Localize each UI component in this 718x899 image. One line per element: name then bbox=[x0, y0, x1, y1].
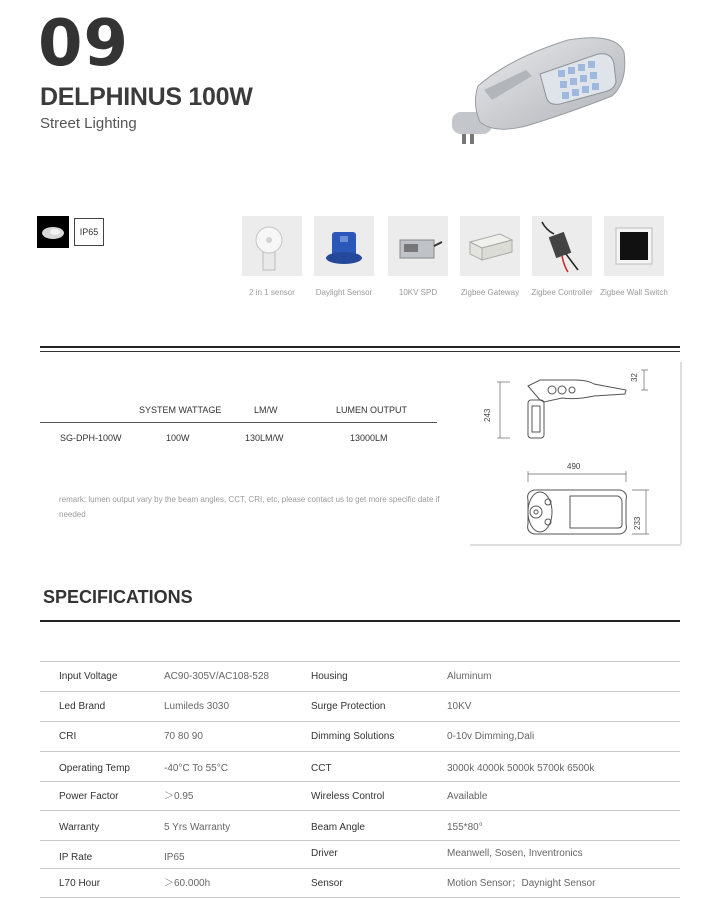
spec-value: 10KV bbox=[447, 701, 472, 712]
column-header: LM/W bbox=[254, 405, 278, 415]
dimension-length: 490 bbox=[567, 462, 581, 471]
spec-label: Beam Angle bbox=[311, 822, 365, 833]
spec-value: 0-10v Dimming,Dali bbox=[447, 731, 535, 742]
accessory-label: Zigbee Controller bbox=[531, 288, 593, 297]
accessory-label: 2 in 1 sensor bbox=[249, 288, 295, 297]
accessory-label: Zigbee Wall Switch bbox=[600, 288, 668, 297]
spec-label: Surge Protection bbox=[311, 701, 386, 712]
spec-label: Driver bbox=[311, 848, 338, 859]
spec-row bbox=[40, 751, 680, 781]
controller-icon bbox=[532, 216, 592, 276]
spec-label: IP Rate bbox=[59, 852, 93, 863]
section-divider bbox=[40, 620, 680, 622]
spec-row bbox=[40, 661, 680, 691]
spec-value: Aluminum bbox=[447, 671, 492, 682]
table-divider bbox=[40, 422, 437, 423]
ip-rating-badge: IP65 bbox=[74, 218, 104, 246]
spec-label: Wireless Control bbox=[311, 791, 385, 802]
spec-value: Lumileds 3030 bbox=[164, 701, 230, 712]
lumen-value: 13000LM bbox=[350, 433, 388, 443]
accessory-zigbee-gateway bbox=[460, 216, 520, 276]
spec-label: Sensor bbox=[311, 878, 343, 889]
spec-label: L70 Hour bbox=[59, 878, 101, 889]
daylight-sensor-icon bbox=[314, 216, 374, 276]
accessory-zigbee-controller bbox=[532, 216, 592, 276]
section-divider bbox=[40, 346, 680, 348]
accessory-label: 10KV SPD bbox=[398, 288, 438, 297]
column-header: LUMEN OUTPUT bbox=[336, 405, 408, 415]
street-light-image bbox=[448, 30, 628, 148]
wattage-value: 100W bbox=[166, 433, 190, 443]
spec-label: Led Brand bbox=[59, 701, 106, 712]
spec-row bbox=[40, 721, 680, 751]
spec-value: ＞60.000h bbox=[164, 878, 211, 889]
accessory-10kv-spd bbox=[388, 216, 448, 276]
spec-label: Dimming Solutions bbox=[311, 731, 395, 742]
spec-row bbox=[40, 868, 680, 898]
spec-label: Input Voltage bbox=[59, 671, 118, 682]
spec-value: 70 80 90 bbox=[164, 731, 203, 742]
product-title: DELPHINUS 100W bbox=[40, 83, 253, 111]
spec-label: CRI bbox=[59, 731, 77, 742]
spec-row bbox=[40, 840, 680, 870]
accessory-label: Daylight Sensor bbox=[315, 288, 373, 297]
accessory-label: Zigbee Gateway bbox=[460, 288, 520, 297]
specifications-heading: SPECIFICATIONS bbox=[43, 587, 193, 607]
column-header: SYSTEM WATTAGE bbox=[139, 405, 222, 415]
surge-protector-icon bbox=[388, 216, 448, 276]
remark-note: remark: lumen output vary by the beam angles, CCT, CRI, etc, please contact us to get more specific date if needed bbox=[59, 495, 440, 519]
dimension-width: 233 bbox=[633, 516, 642, 530]
spec-value: Motion Sensor；Daynight Sensor bbox=[447, 878, 596, 889]
dimension-depth: 32 bbox=[630, 373, 639, 382]
product-number: 09 bbox=[38, 7, 130, 81]
section-divider bbox=[40, 351, 680, 352]
spec-label: Operating Temp bbox=[59, 763, 130, 774]
spec-value: AC90-305V/AC108-528 bbox=[164, 671, 270, 682]
photocell-sensor-icon bbox=[242, 216, 302, 276]
spec-row bbox=[40, 781, 680, 811]
spec-value: IP65 bbox=[164, 852, 185, 863]
spec-row bbox=[40, 691, 680, 721]
model-code: SG-DPH-100W bbox=[60, 433, 122, 443]
table-bottom-rule bbox=[40, 897, 680, 898]
efficacy-value: 130LM/W bbox=[245, 433, 284, 443]
wall-switch-icon bbox=[604, 216, 664, 276]
spec-label: Housing bbox=[311, 671, 348, 682]
dimension-drawing bbox=[470, 358, 682, 546]
spec-label: CCT bbox=[311, 763, 332, 774]
spec-label: Power Factor bbox=[59, 791, 119, 802]
dimension-height: 243 bbox=[483, 408, 492, 422]
accessory-2-in-1-sensor bbox=[242, 216, 302, 276]
spec-label: Warranty bbox=[59, 822, 100, 833]
spec-value: -40°C To 55°C bbox=[164, 763, 228, 774]
spec-value: Meanwell, Sosen, Inventronics bbox=[447, 848, 583, 859]
accessory-zigbee-wall-switch bbox=[604, 216, 664, 276]
gateway-icon bbox=[460, 216, 520, 276]
product-thumbnail bbox=[37, 216, 69, 248]
spec-value: 5 Yrs Warranty bbox=[164, 822, 231, 833]
spec-value: Available bbox=[447, 791, 488, 802]
accessory-daylight-sensor bbox=[314, 216, 374, 276]
spec-value: 155*80° bbox=[447, 822, 483, 833]
spec-row bbox=[40, 810, 680, 840]
product-category: Street Lighting bbox=[40, 115, 137, 132]
spec-value: ＞0.95 bbox=[164, 791, 194, 802]
spec-value: 3000k 4000k 5000k 5700k 6500k bbox=[447, 763, 595, 774]
